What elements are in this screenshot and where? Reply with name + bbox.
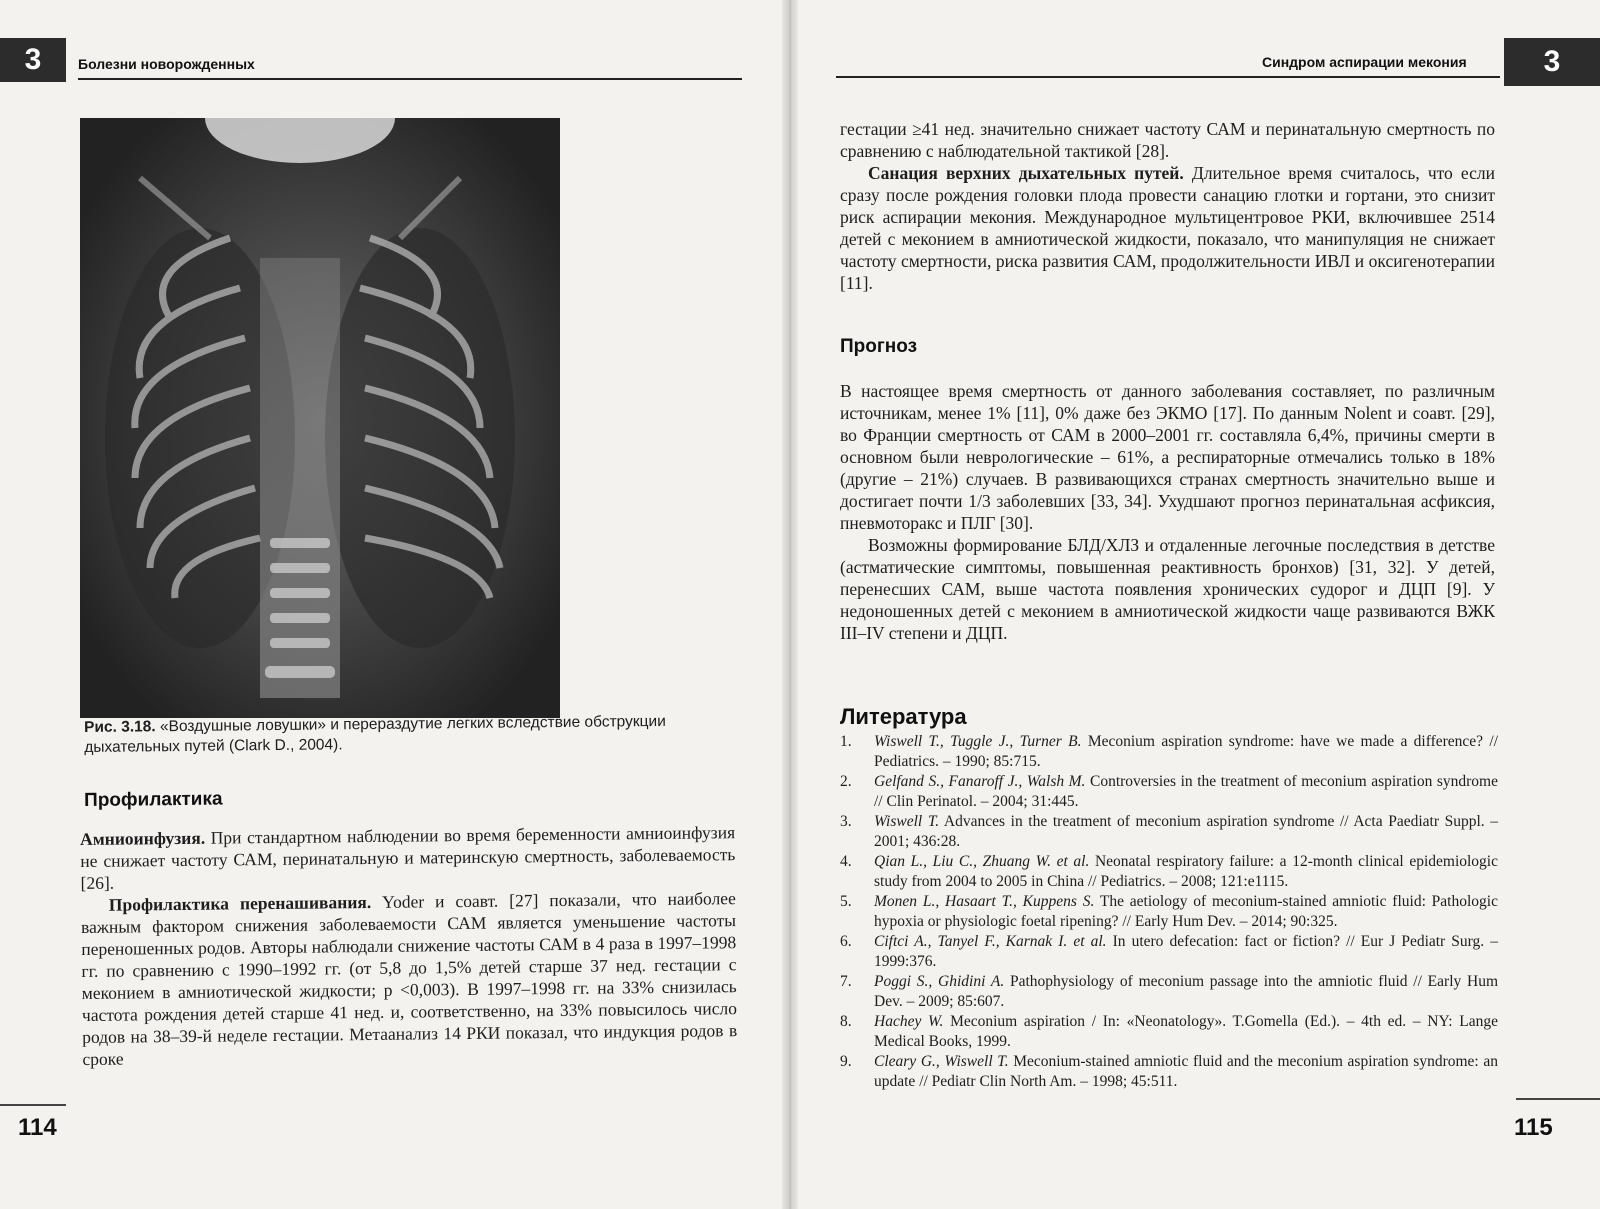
reference-item: [840, 972, 1498, 1012]
reference-list: [840, 732, 1498, 1092]
reference-authors: Gelfand S., Fanaroff J., Walsh M.: [874, 773, 1086, 790]
reference-authors: Hachey W.: [874, 1013, 944, 1030]
lead-sanation: Санация верхних дыхательных путей.: [868, 163, 1184, 183]
page-number-right: 115: [1514, 1114, 1553, 1141]
continuation-paragraph: гестации ≥41 нед. значительно снижает частоту САМ и перинатальную смертность по сравнению с наблюдательной тактикой [28].: [840, 119, 1495, 161]
text-postterm: Yoder и соавт. [27] показали, что наиболее важным фактором снижения заболеваемости САМ является уменьшение частоты переношенных родов. Авторы наблюдали снижение частоты САМ в 4 раза в 1997–1998 гг. по сравнению с 1990–1992 гг. (от 5,8 до 1,5% детей старше 37 нед. гестации с меконием в амниотической жидкости; p <0,003). В 1997–1998 гг. на 33% снизилась частота рождения детей старше 41 нед. и, соответственно, на 33% повысилось число родов на 38–39-й неделе гестации. Метаанализ 14 РКИ показал, что индукция родов в сроке: [80, 888, 738, 1069]
reference-number: 4.: [840, 853, 852, 870]
prognosis-paragraph-1: В настоящее время смертность от данного заболевания составляет, по различным источникам, менее 1% [11], 0% даже без ЭКМО [17]. По данным Nolent и соавт. [29], во Франции смертность от САМ в 2000–2001 гг. составляла 6,4%, причины смерти в основном были неврологические – 61%, а респираторные отмечались только в 18% (другие – 21%) случаев. В развивающихся странах смертность значительно выше и достигает почти 1/3 заболевших [33, 34]. Ухудшают прогноз перинатальная асфиксия, пневмоторакс и ПЛГ [30].: [840, 381, 1495, 533]
book-gutter: [782, 0, 798, 1209]
paragraph-amnioinfusion: [80, 821, 736, 894]
text-amnioinfusion: При стандартном наблюдении во время беременности амниоинфузия не снижает частоту САМ, перинатальную и материнскую смертность, заболеваемость [26].: [80, 822, 736, 893]
reference-authors: Cleary G., Wiswell T.: [874, 1053, 1009, 1070]
heading-prognosis: Прогноз: [840, 336, 918, 357]
page-number-left: 114: [18, 1114, 57, 1141]
reference-number: 6.: [840, 933, 852, 950]
reference-authors: Qian L., Liu C., Zhuang W. et al.: [874, 853, 1090, 870]
reference-text: Meconium-stained amniotic fluid and the meconium aspiration syndrome: an update // Pediatr Clin North Am. – 1998; 45:511.: [874, 1053, 1498, 1090]
header-rule-left: [78, 78, 742, 80]
reference-item: [840, 732, 1498, 772]
chapter-tab-left: 3: [0, 38, 66, 82]
paragraph-postterm: [81, 887, 738, 1070]
running-header-left: Болезни новорожденных: [78, 56, 255, 72]
lead-postterm: Профилактика перенашивания.: [108, 891, 372, 915]
figure-xray-image: [80, 118, 560, 718]
reference-text: In utero defecation: fact or fiction? // Eur J Pediatr Surg. – 1999:376.: [874, 933, 1498, 970]
reference-authors: Monen L., Hasaart T., Kuppens S.: [874, 893, 1095, 910]
reference-number: 3.: [840, 813, 852, 830]
reference-text: Meconium aspiration / In: «Neonatology». T.Gomella (Ed.). – 4th ed. – NY: Lange Medical Books, 1999.: [874, 1013, 1498, 1050]
running-header-right: Синдром аспирации мекония: [1262, 54, 1467, 70]
header-rule-right: [836, 76, 1500, 78]
reference-number: 2.: [840, 773, 852, 790]
reference-item: [840, 1012, 1498, 1052]
right-body-top: [840, 118, 1495, 294]
heading-references: Литература: [840, 704, 967, 729]
heading-prophylaxis: Профилактика: [84, 788, 223, 811]
reference-number: 1.: [840, 733, 852, 750]
page-number-rule-left: [0, 1104, 66, 1106]
reference-text: Advances in the treatment of meconium aspiration syndrome // Acta Paediatr Suppl. – 2001; 436:28.: [874, 813, 1498, 850]
reference-number: 7.: [840, 973, 852, 990]
reference-authors: Ciftci A., Tanyel F., Karnak I. et al.: [874, 933, 1107, 950]
reference-item: [840, 892, 1498, 932]
reference-text: Neonatal respiratory failure: a 12-month clinical epidemiologic study from 2004 to 2005 in China // Pediatrics. – 2008; 121:e1115.: [874, 853, 1498, 890]
reference-authors: Poggi S., Ghidini A.: [874, 973, 1005, 990]
lead-amnioinfusion: Амниоинфузия.: [80, 827, 206, 849]
reference-text: Pathophysiology of meconium passage into the amniotic fluid // Early Hum Dev. – 2009; 85:607.: [874, 973, 1498, 1010]
reference-text: Controversies in the treatment of meconium aspiration syndrome // Clin Perinatol. – 2004; 31:445.: [874, 773, 1498, 810]
reference-item: [840, 932, 1498, 972]
text-sanation: Длительное время считалось, что если сразу после рождения головки плода провести санацию глотки и гортани, это снизит риск аспирации мекония. Международное мультицентровое РКИ, включившее 2514 детей с меконием в амниотической жидкости, показало, что манипуляция не снижает частоту смертности, риска развития САМ, продолжительности ИВЛ и оксигенотерапии [11].: [840, 163, 1495, 293]
left-body-text: [80, 821, 737, 1070]
figure-label: Рис. 3.18.: [84, 718, 156, 736]
chapter-tab-right: 3: [1504, 38, 1600, 86]
reference-authors: Wiswell T., Tuggle J., Turner B.: [874, 733, 1082, 750]
reference-item: [840, 812, 1498, 852]
reference-item: [840, 852, 1498, 892]
page-number-rule-right: [1516, 1098, 1600, 1100]
reference-text: Meconium aspiration syndrome: have we made a difference? // Pediatrics. – 1990; 85:715.: [874, 733, 1499, 770]
reference-number: 9.: [840, 1053, 852, 1070]
reference-authors: Wiswell T.: [874, 813, 940, 830]
reference-text: The aetiology of meconium-stained amniotic fluid: Pathologic hypoxia or physiologic foetal ripening? // Early Hum Dev. – 2014; 90:325.: [874, 893, 1498, 930]
figure-caption: [84, 711, 738, 758]
reference-item: [840, 772, 1498, 812]
reference-number: 8.: [840, 1013, 852, 1030]
reference-number: 5.: [840, 893, 852, 910]
prognosis-paragraph-2: Возможны формирование БЛД/ХЛЗ и отдаленные легочные последствия в детстве (астматические симптомы, повышенная реактивность бронхов) [31, 32]. У детей, перенесших САМ, выше частота появления хронических судорог и ДЦП [9]. У недоношенных детей с меконием в амниотической жидкости чаще развиваются ВЖК III–IV степени и ДЦП.: [840, 535, 1495, 643]
figure-caption-text: «Воздушные ловушки» и перераздутие легких вследствие обструкции дыхательных путей (Clark D., 2004).: [84, 712, 666, 756]
paragraph-sanation: [840, 162, 1495, 294]
prognosis-body: [840, 380, 1495, 644]
reference-item: [840, 1052, 1498, 1092]
